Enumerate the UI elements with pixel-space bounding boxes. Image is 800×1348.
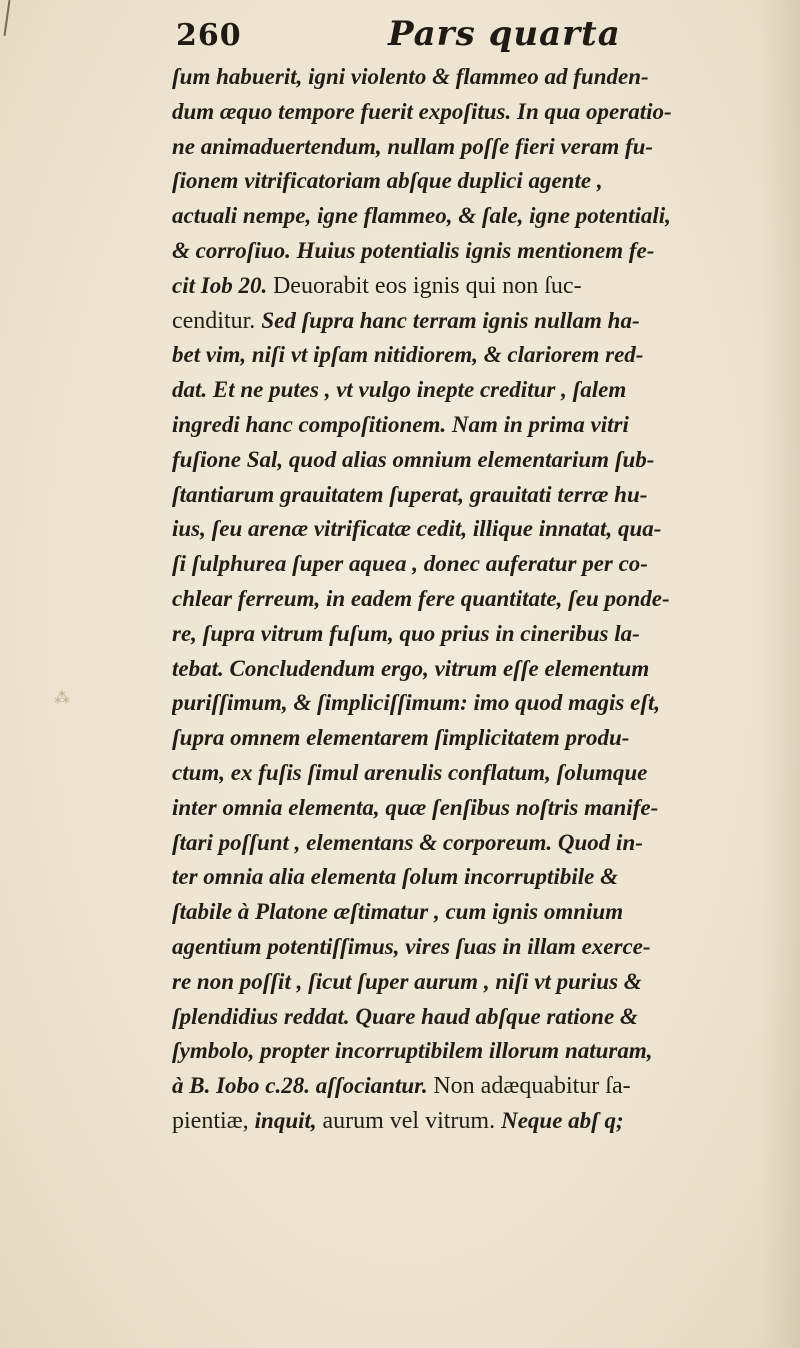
text-line	[172, 1104, 776, 1139]
text-segment: ſtantiarum grauitatem ſuperat, grauitati terræ hu-	[172, 481, 648, 507]
text-line	[172, 1069, 776, 1104]
text-line	[172, 478, 776, 513]
text-line	[172, 547, 776, 582]
text-line	[172, 756, 776, 791]
text-segment: ſymbolo, propter incorruptibilem illorum naturam,	[172, 1038, 653, 1064]
text-segment: aurum vel vitrum.	[322, 1107, 502, 1134]
text-segment: dum æquo tempore fuerit expoſitus. In qua operatio-	[172, 98, 672, 124]
text-line	[172, 199, 776, 234]
text-line	[172, 408, 776, 443]
text-segment: bet vim, niſi vt ipſam nitidiorem, & clariorem red-	[172, 342, 644, 368]
text-segment: dat. Et ne putes , vt vulgo inepte creditur , ſalem	[172, 377, 627, 403]
text-segment: tebat. Concludendum ergo, vitrum eſſe elementum	[172, 655, 650, 681]
text-segment: ſtari poſſunt , elementans & corporeum. Quod in-	[172, 829, 643, 855]
text-line	[172, 1000, 776, 1035]
text-line	[172, 130, 776, 165]
text-line	[172, 652, 776, 687]
text-segment: ſupra omnem elementarem ſimplicitatem produ-	[172, 725, 630, 751]
text-segment: ne animaduertendum, nullam poſſe fieri veram fu-	[172, 133, 654, 159]
text-line	[172, 95, 776, 130]
text-segment: ter omnia alia elementa ſolum incorruptibile &	[172, 864, 618, 890]
text-line	[172, 721, 776, 756]
text-segment: fuſione Sal, quod alias omnium elementarium ſub-	[172, 446, 655, 472]
text-line	[172, 617, 776, 652]
text-line	[172, 443, 776, 478]
text-line	[172, 512, 776, 547]
text-line	[172, 930, 776, 965]
text-segment: ctum, ex fuſis ſimul arenulis conflatum, ſolumque	[172, 759, 648, 785]
text-segment: ingredi hanc compoſitionem. Nam in prima vitri	[172, 411, 629, 437]
running-title: Pars quarta	[388, 14, 621, 54]
text-segment: Deuorabit eos ignis qui non ſuc-	[272, 272, 582, 299]
text-segment: à B. Iobo c.28. aſſociantur.	[172, 1073, 434, 1099]
marginal-ornament: ⁂	[54, 688, 70, 707]
text-line	[172, 304, 776, 339]
text-line	[172, 338, 776, 373]
text-segment: Neque abſ q;	[501, 1107, 624, 1133]
text-segment: inquit,	[254, 1107, 323, 1133]
text-segment: re non poſſit , ſicut ſuper aurum , niſi vt purius &	[172, 968, 642, 994]
text-segment: ſtabile à Platone æſtimatur , cum ignis omnium	[172, 899, 624, 925]
text-line	[172, 582, 776, 617]
text-segment: cenditur.	[172, 307, 262, 334]
text-segment: pientiæ,	[172, 1107, 255, 1134]
text-segment: ſionem vitrificatoriam abſque duplici agente ,	[172, 168, 603, 194]
text-line	[172, 895, 776, 930]
text-line	[172, 234, 776, 269]
text-line	[172, 965, 776, 1000]
text-line	[172, 686, 776, 721]
text-segment: & corroſiuo. Huius potentialis ignis mentionem fe-	[172, 237, 655, 263]
text-segment: ius, ſeu arenæ vitrificatæ cedit, illique innatat, qua-	[172, 516, 662, 542]
text-segment: actuali nempe, igne flammeo, & ſale, igne potentiali,	[172, 203, 671, 229]
text-segment: ſum habuerit, igni violento & flammeo ad funden-	[172, 64, 649, 89]
text-line	[172, 826, 776, 861]
text-segment: inter omnia elementa, quæ ſenſibus noſtris manife-	[172, 794, 659, 820]
text-line	[172, 373, 776, 408]
text-line	[172, 60, 776, 95]
page-number: 260	[176, 18, 242, 53]
text-line	[172, 860, 776, 895]
body-text	[172, 60, 776, 1139]
text-segment: agentium potentiſſimus, vires ſuas in illam exerce-	[172, 933, 651, 959]
text-line	[172, 269, 776, 304]
text-line	[172, 1034, 776, 1069]
text-segment: Sed ſupra hanc terram ignis nullam ha-	[261, 307, 640, 333]
text-line	[172, 164, 776, 199]
text-segment: Non adæquabitur ſa-	[433, 1073, 631, 1100]
text-segment: ſplendidius reddat. Quare haud abſque ratione &	[172, 1003, 638, 1029]
text-segment: ſi ſulphurea ſuper aquea , donec auferatur per co-	[172, 551, 648, 577]
text-segment: re, ſupra vitrum fuſum, quo prius in cineribus la-	[172, 620, 640, 646]
page-header	[0, 14, 800, 64]
text-segment: cit Iob 20.	[172, 272, 273, 298]
text-segment: chlear ferreum, in eadem fere quantitate, ſeu ponde-	[172, 585, 670, 611]
text-line	[172, 791, 776, 826]
text-segment: puriſſimum, & ſimpliciſſimum: imo quod magis eſt,	[172, 690, 661, 716]
